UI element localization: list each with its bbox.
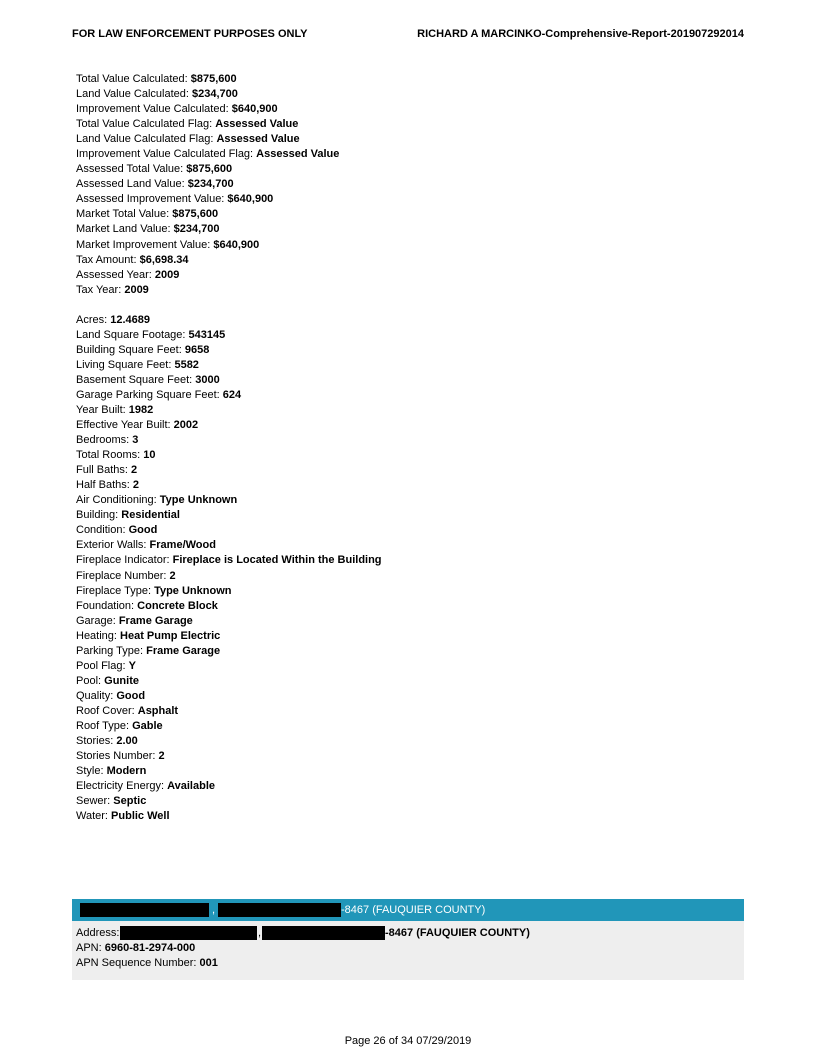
field-value: Septic xyxy=(113,795,147,808)
field-label: Parking Type: xyxy=(76,644,147,657)
field-row xyxy=(76,538,382,553)
field-label: Sewer: xyxy=(76,795,114,808)
field-row xyxy=(76,418,382,433)
field-value: Gunite xyxy=(104,674,139,687)
field-value: 3 xyxy=(132,434,139,447)
field-value: Type Unknown xyxy=(154,584,232,597)
field-row xyxy=(76,117,382,132)
field-label: Improvement Value Calculated: xyxy=(76,103,232,116)
field-row xyxy=(76,147,382,162)
field-label: Exterior Walls: xyxy=(76,539,150,552)
field-row xyxy=(76,207,382,222)
field-value: 2 xyxy=(132,479,139,492)
field-value: Assessed Value xyxy=(215,118,299,131)
field-value: $640,900 xyxy=(227,193,274,206)
field-value: Assessed Value xyxy=(216,133,300,146)
field-label: Garage: xyxy=(76,614,119,627)
page-footer: Page 26 of 34 07/29/2019 xyxy=(344,1035,472,1047)
header-confidentiality-notice: FOR LAW ENFORCEMENT PURPOSES ONLY xyxy=(72,28,308,40)
characteristics-section xyxy=(76,313,382,825)
section-gap xyxy=(76,298,382,313)
field-row xyxy=(76,584,382,599)
field-label: Air Conditioning: xyxy=(76,494,160,507)
field-value: 2.00 xyxy=(116,735,138,748)
field-value: Modern xyxy=(106,765,147,778)
field-row xyxy=(76,343,382,358)
field-label: Fireplace Type: xyxy=(76,584,155,597)
field-label: Assessed Year: xyxy=(76,268,155,281)
property-header-bar xyxy=(72,899,744,921)
field-row xyxy=(76,629,382,644)
field-label: Market Total Value: xyxy=(76,208,173,221)
field-value: $875,600 xyxy=(190,73,237,85)
field-label: Basement Square Feet: xyxy=(76,373,196,386)
apn-sequence-row xyxy=(76,957,218,969)
field-row xyxy=(76,478,382,493)
field-label: Land Value Calculated: xyxy=(76,88,192,101)
field-value: Y xyxy=(128,659,136,672)
field-row xyxy=(76,87,382,102)
field-row xyxy=(76,614,382,629)
field-label: Acres: xyxy=(76,313,111,326)
field-row xyxy=(76,553,382,568)
field-value: $875,600 xyxy=(186,163,233,176)
field-label: Roof Type: xyxy=(76,719,133,732)
field-value: $6,698.34 xyxy=(139,253,189,266)
field-value: $234,700 xyxy=(173,223,220,236)
field-row xyxy=(76,659,382,674)
field-row xyxy=(76,794,382,809)
field-label: Land Square Footage: xyxy=(76,328,189,341)
field-value: 10 xyxy=(143,449,156,462)
field-label: Tax Year: xyxy=(76,283,125,296)
field-value: 3000 xyxy=(195,373,220,386)
field-label: Water: xyxy=(76,810,112,823)
field-row xyxy=(76,644,382,659)
field-row xyxy=(76,569,382,584)
field-label: Assessed Total Value: xyxy=(76,163,187,176)
field-label: Pool Flag: xyxy=(76,659,129,672)
apn-sequence-value: 001 xyxy=(199,957,218,969)
bar-address-suffix: -8467 (FAUQUIER COUNTY) xyxy=(341,904,486,916)
field-value: Asphalt xyxy=(137,704,179,717)
field-row xyxy=(76,403,382,418)
field-value: Gable xyxy=(132,719,163,732)
field-label: Assessed Land Value: xyxy=(76,178,188,191)
field-row xyxy=(76,734,382,749)
field-value: Fireplace is Located Within the Building xyxy=(172,554,382,567)
field-row xyxy=(76,689,382,704)
field-label: Heating: xyxy=(76,629,121,642)
field-row xyxy=(76,704,382,719)
field-value: 2002 xyxy=(173,419,199,432)
field-label: Effective Year Built: xyxy=(76,419,174,432)
field-row xyxy=(76,328,382,343)
header-report-title: RICHARD A MARCINKO-Comprehensive-Report-201907292014 xyxy=(417,28,744,40)
apn-label: APN: xyxy=(76,942,105,954)
field-value: $640,900 xyxy=(231,103,278,116)
field-row xyxy=(76,493,382,508)
field-row xyxy=(76,192,382,207)
bar-comma: , xyxy=(212,904,216,916)
field-label: Pool: xyxy=(76,674,105,687)
field-label: Condition: xyxy=(76,524,129,537)
field-row xyxy=(76,599,382,614)
field-label: Style: xyxy=(76,765,107,778)
field-label: Tax Amount: xyxy=(76,253,140,266)
field-label: Improvement Value Calculated Flag: xyxy=(76,148,257,161)
field-value: Good xyxy=(128,524,158,537)
field-label: Stories Number: xyxy=(76,750,159,763)
field-value: Available xyxy=(167,780,215,793)
field-row xyxy=(76,253,382,268)
field-label: Building: xyxy=(76,509,122,522)
field-value: $640,900 xyxy=(213,238,260,251)
field-label: Full Baths: xyxy=(76,464,132,477)
field-row xyxy=(76,508,382,523)
field-value: $875,600 xyxy=(172,208,219,221)
field-row xyxy=(76,358,382,373)
field-value: Public Well xyxy=(111,810,170,823)
field-value: Frame Garage xyxy=(146,644,221,657)
apn-value: 6960-81-2974-000 xyxy=(104,942,196,954)
field-row xyxy=(76,283,382,298)
field-value: 2 xyxy=(131,464,138,477)
field-label: Garage Parking Square Feet: xyxy=(76,388,223,401)
redaction-block xyxy=(120,926,257,940)
field-value: Concrete Block xyxy=(137,599,218,612)
field-label: Assessed Improvement Value: xyxy=(76,193,228,206)
field-label: Quality: xyxy=(76,689,117,702)
field-row xyxy=(76,132,382,147)
apn-row xyxy=(76,942,195,954)
field-row xyxy=(76,433,382,448)
field-label: Year Built: xyxy=(76,403,129,416)
field-row xyxy=(76,222,382,237)
field-value: 12.4689 xyxy=(110,313,150,326)
field-label: Market Improvement Value: xyxy=(76,238,214,251)
field-label: Total Value Calculated Flag: xyxy=(76,118,216,131)
address-suffix: -8467 (FAUQUIER COUNTY) xyxy=(385,927,530,939)
field-value: 1982 xyxy=(128,403,154,416)
property-details-box xyxy=(72,921,744,980)
field-row xyxy=(76,749,382,764)
field-label: Land Value Calculated Flag: xyxy=(76,133,217,146)
field-label: Stories: xyxy=(76,735,117,748)
field-label: Bedrooms: xyxy=(76,434,133,447)
field-value: $234,700 xyxy=(192,88,238,101)
field-label: Living Square Feet: xyxy=(76,358,175,371)
field-value: 2 xyxy=(169,569,176,582)
redaction-block xyxy=(80,903,209,917)
apn-sequence-label: APN Sequence Number: xyxy=(76,957,200,969)
field-value: 9658 xyxy=(184,343,210,356)
field-label: Fireplace Number: xyxy=(76,569,170,582)
field-label: Half Baths: xyxy=(76,479,133,492)
field-label: Total Value Calculated: xyxy=(76,73,191,85)
field-value: Type Unknown xyxy=(159,494,238,507)
field-value: 2 xyxy=(158,750,165,763)
field-row xyxy=(76,102,382,117)
field-row xyxy=(76,72,382,87)
field-value: 5582 xyxy=(174,358,199,371)
field-value: Heat Pump Electric xyxy=(120,629,221,642)
field-row xyxy=(76,388,382,403)
field-row xyxy=(76,674,382,689)
field-row xyxy=(76,373,382,388)
field-label: Roof Cover: xyxy=(76,704,138,717)
field-label: Building Square Feet: xyxy=(76,343,185,356)
valuation-section xyxy=(76,72,382,298)
field-label: Total Rooms: xyxy=(76,449,144,462)
field-value: 624 xyxy=(222,388,242,401)
field-row xyxy=(76,313,382,328)
field-row xyxy=(76,764,382,779)
field-row xyxy=(76,268,382,283)
field-row xyxy=(76,448,382,463)
address-label: Address: xyxy=(76,927,120,939)
field-value: $234,700 xyxy=(187,178,234,191)
field-value: 2009 xyxy=(154,268,180,281)
field-label: Electricity Energy: xyxy=(76,780,168,793)
field-value: Residential xyxy=(121,509,180,522)
field-value: 2009 xyxy=(124,283,149,296)
field-row xyxy=(76,719,382,734)
address-comma: , xyxy=(258,927,262,939)
field-row xyxy=(76,463,382,478)
field-row xyxy=(76,809,382,824)
field-label: Market Land Value: xyxy=(76,223,174,236)
field-row xyxy=(76,177,382,192)
field-value: Assessed Value xyxy=(256,148,340,161)
field-row xyxy=(76,238,382,253)
field-label: Fireplace Indicator: xyxy=(76,554,173,567)
field-value: 543145 xyxy=(188,328,226,341)
redaction-block xyxy=(262,926,385,940)
field-label: Foundation: xyxy=(76,599,138,612)
field-value: Frame Garage xyxy=(118,614,193,627)
field-row xyxy=(76,162,382,177)
field-value: Frame/Wood xyxy=(149,539,216,552)
field-row xyxy=(76,523,382,538)
redaction-block xyxy=(218,903,341,917)
property-fields xyxy=(76,72,382,824)
field-row xyxy=(76,779,382,794)
field-value: Good xyxy=(116,689,146,702)
